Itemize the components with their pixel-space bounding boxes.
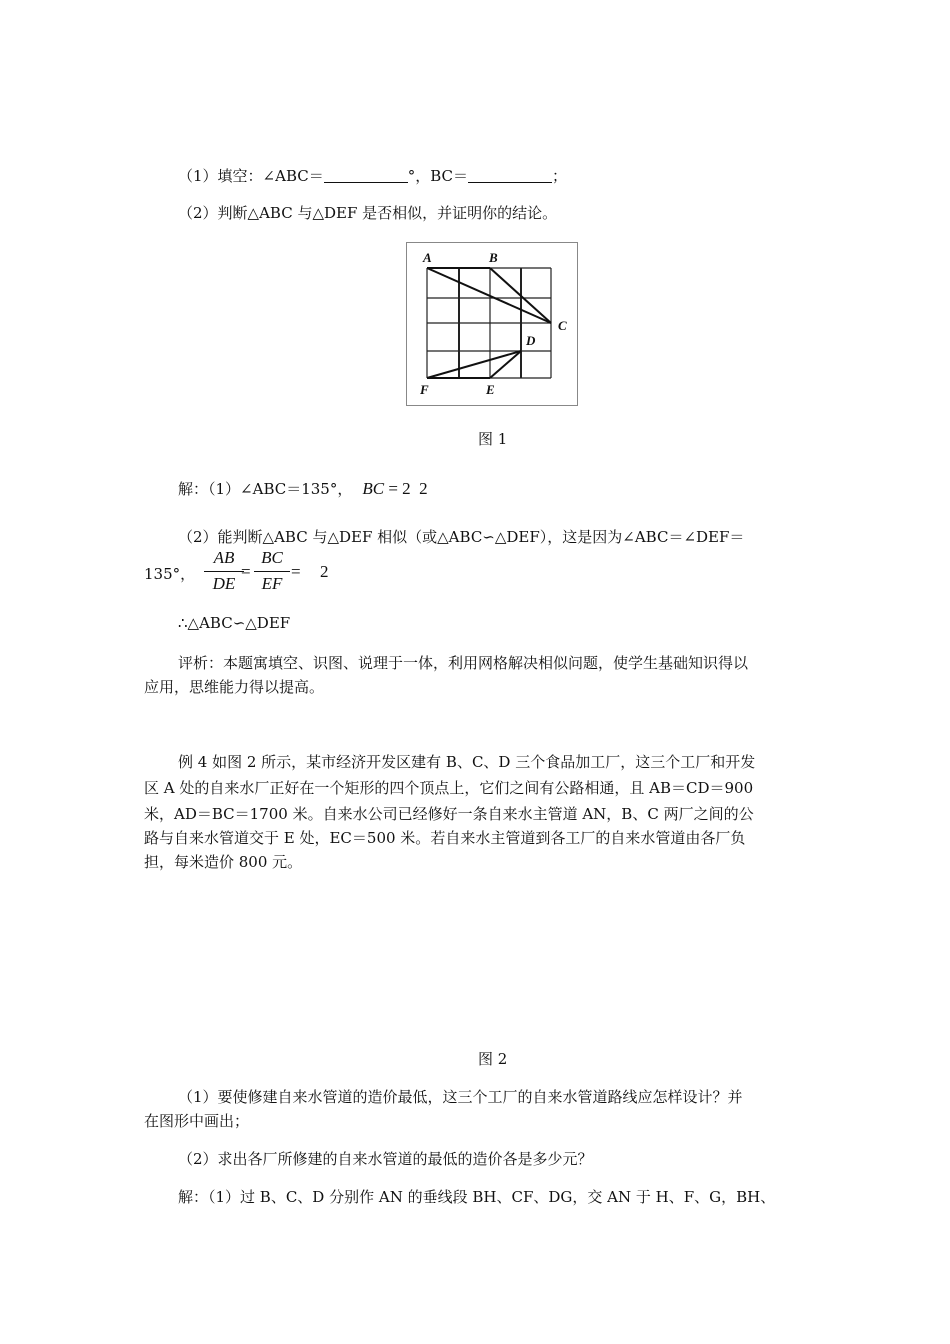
label-F: F xyxy=(420,382,429,397)
figure-1-caption: 图 1 xyxy=(478,430,508,448)
frac1-denominator: DE xyxy=(212,574,236,593)
comment-line2: 应用，思维能力得以提高。 xyxy=(144,678,325,696)
frac2-numerator: BC xyxy=(261,548,283,567)
bc-value: = 2 2 xyxy=(384,479,428,498)
frac1-bar xyxy=(204,571,244,572)
figure-2-caption: 图 2 xyxy=(478,1050,508,1068)
q1-mid: °，BC＝ xyxy=(407,167,469,185)
example4-line1: 例 4 如图 2 所示，某市经济开发区建有 B、C、D 三个食品加工厂，这三个工厂和开发 xyxy=(178,753,756,771)
solution-2-line1: （2）能判断△ABC 与△DEF 相似（或△ABC∽△DEF），这是因为∠ABC＝∠DEF＝ xyxy=(178,528,745,546)
comment-line1: 评析：本题寓填空、识图、说理于一体，利用网格解决相似问题，使学生基础知识得以 xyxy=(178,654,749,672)
example4-line3: 米，AD＝BC＝1700 米。自来水公司已经修好一条自来水主管道 AN，B、C 两厂之间的公 xyxy=(144,805,754,823)
bc-answer-blank[interactable] xyxy=(468,168,552,183)
equals-1: = xyxy=(241,562,251,581)
q1-prefix: （1）填空：∠ABC＝ xyxy=(178,167,324,185)
fraction-bc-ef xyxy=(254,548,290,594)
frac2-bar xyxy=(254,571,290,572)
figure-1-grid xyxy=(406,242,578,406)
frac2-denominator: EF xyxy=(261,574,283,593)
therefore-conclusion: ∴△ABC∽△DEF xyxy=(178,614,291,632)
grid-diagram xyxy=(407,243,577,405)
question-2-judge: （2）判断△ABC 与△DEF 是否相似，并证明你的结论。 xyxy=(178,204,558,222)
equals-2: = xyxy=(291,562,301,581)
solution-last-line: 解：（1）过 B、C、D 分别作 AN 的垂线段 BH、CF、DG，交 AN 于 H、F、G，BH、 xyxy=(178,1188,776,1206)
question-design-line1: （1）要使修建自来水管道的造价最低，这三个工厂的自来水管道路线应怎样设计？并 xyxy=(178,1088,743,1106)
label-B: B xyxy=(489,250,498,265)
solution-2-line2-prefix: 135°， xyxy=(144,565,196,583)
label-E: E xyxy=(486,382,495,397)
example4-line5: 担，每米造价 800 元。 xyxy=(144,853,303,871)
label-D: D xyxy=(526,333,536,348)
solution-1 xyxy=(178,479,428,499)
q1-end: ； xyxy=(552,167,568,185)
ratio-value: 2 xyxy=(320,562,329,581)
bc-symbol: BC xyxy=(362,479,385,498)
label-A: A xyxy=(423,250,432,265)
label-C: C xyxy=(558,318,567,333)
solution-1-prefix: 解：（1）∠ABC＝135°， xyxy=(178,480,353,498)
angle-answer-blank[interactable] xyxy=(324,168,408,183)
fraction-ab-de xyxy=(204,548,244,594)
frac1-numerator: AB xyxy=(213,548,235,567)
example4-line4: 路与自来水管道交于 E 处，EC＝500 米。若自来水主管道到各工厂的自来水管道由各厂负 xyxy=(144,829,746,847)
question-design-line2: 在图形中画出； xyxy=(144,1112,250,1130)
question-1-fill xyxy=(178,166,567,186)
question-cost: （2）求出各厂所修建的自来水管道的最低的造价各是多少元？ xyxy=(178,1150,593,1168)
example4-line2: 区 A 处的自来水厂正好在一个矩形的四个顶点上，它们之间有公路相通，且 AB＝CD＝900 xyxy=(144,779,754,797)
